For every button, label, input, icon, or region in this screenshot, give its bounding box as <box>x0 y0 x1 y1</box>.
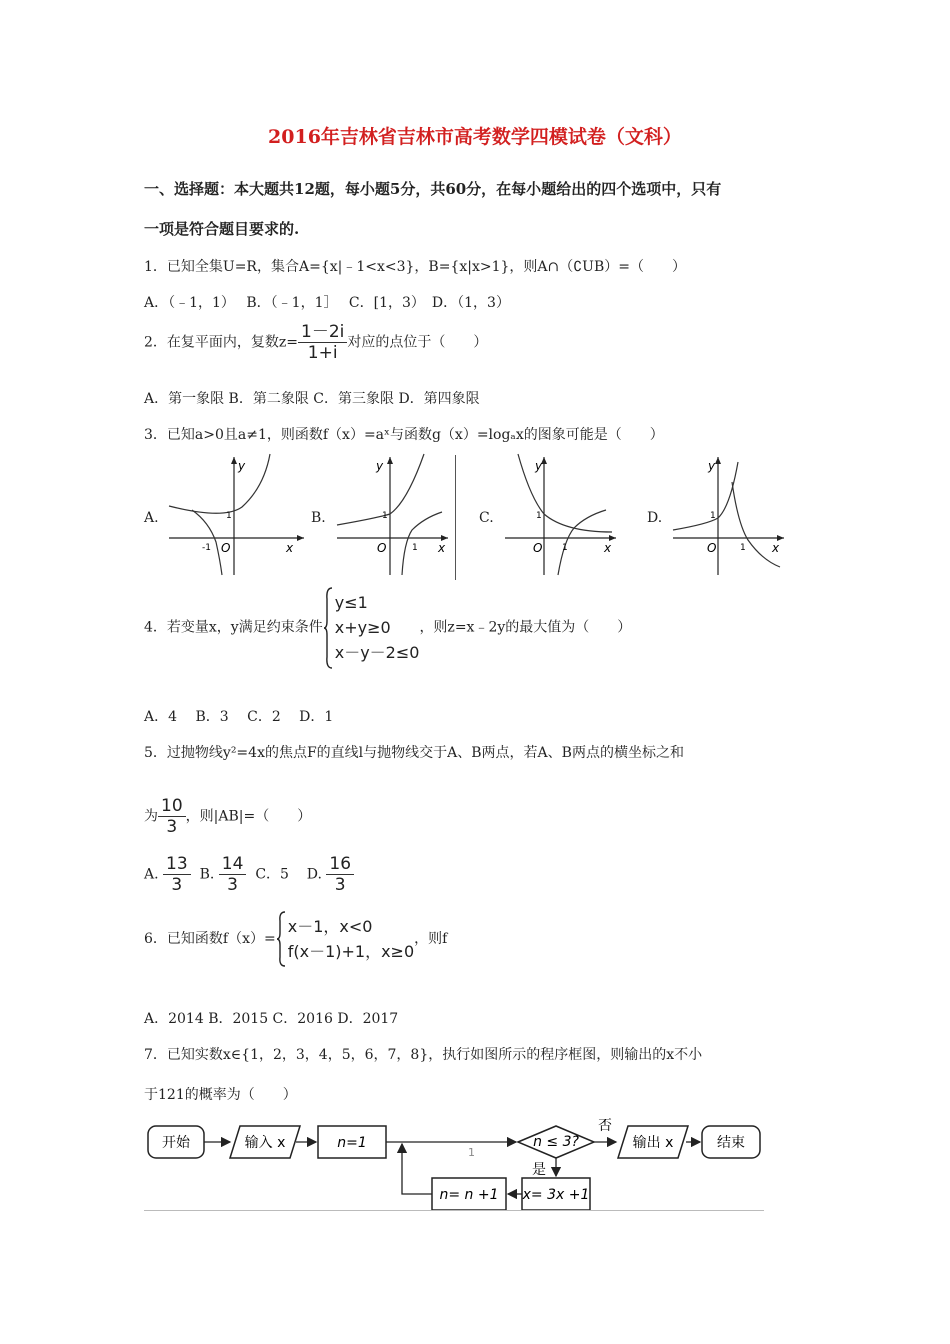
q5-opt-a-fraction <box>163 854 191 895</box>
section-heading-line1: 一、选择题：本大题共12题，每小题5分，共60分，在每小题给出的四个选项中，只有 <box>144 180 722 198</box>
q5-opt-d: D. <box>306 866 322 883</box>
q5-opt-b-fraction <box>219 854 247 895</box>
graph-b-x: x <box>438 541 446 555</box>
q5-options <box>144 854 354 895</box>
q6-case-2: f(x－1)+1，x≥0 <box>287 942 415 961</box>
q4-stem <box>144 590 631 665</box>
q7-stem-2: 于121的概率为（ ） <box>144 1087 297 1103</box>
q2-pre: 2．在复平面内，复数z= <box>144 334 299 351</box>
graph-c-tick-1x: 1 <box>562 543 568 553</box>
q3-label-d: D. <box>647 510 663 526</box>
q3-graph-b <box>332 452 452 580</box>
q4-post: ，则z=x﹣2y的最大值为（ ） <box>419 619 632 636</box>
flow-cond: n ≤ 3? <box>533 1134 579 1150</box>
graph-a-tick-neg1: -1 <box>202 543 211 553</box>
q4-pre: 4．若变量x，y满足约束条件 <box>144 619 323 636</box>
q5-post: ，则|AB|=（ ） <box>185 808 312 825</box>
q3-label-a: A. <box>144 510 159 526</box>
flow-input: 输入 x <box>244 1135 286 1151</box>
graph-b-origin: O <box>377 541 387 555</box>
q2-numerator: 1－2i <box>298 322 347 343</box>
flow-no: 否 <box>598 1118 612 1134</box>
graph-a-y: y <box>238 459 246 473</box>
graph-d-x: x <box>772 541 780 555</box>
graph-d-y: y <box>708 459 716 473</box>
q3-graph-c <box>500 452 620 580</box>
q4-brace-icon <box>323 587 333 669</box>
flow-update-x: x= 3x +1 <box>522 1187 590 1203</box>
q2-denominator: 1+i <box>307 343 338 363</box>
flow-stray-mark: 1 <box>468 1146 475 1159</box>
q7-flowchart <box>140 1112 770 1222</box>
q5-opt-a: A. <box>144 866 159 883</box>
q5-opt-b-den: 3 <box>227 875 238 895</box>
flow-update-n: n= n +1 <box>439 1187 499 1203</box>
graph-b-y: y <box>376 459 384 473</box>
q5-opt-c: C．5 <box>255 866 289 883</box>
q2-stem <box>144 322 487 363</box>
q4-constraint-1: y≤1 <box>334 593 368 612</box>
q3-label-c: C. <box>479 510 494 526</box>
q5-denominator: 3 <box>166 817 178 837</box>
graph-a-x: x <box>286 541 294 555</box>
q5-opt-d-num: 16 <box>326 854 354 875</box>
q5-opt-b-num: 14 <box>219 854 247 875</box>
q7-stem-1: 7．已知实数x∈{1，2，3，4，5，6，7，8}，执行如图所示的程序框图，则输出的x不小 <box>144 1047 703 1063</box>
graph-c-origin: O <box>533 541 543 555</box>
q2-fraction <box>298 322 347 363</box>
q5-stem: 5．过抛物线y²=4x的焦点F的直线l与抛物线交于A、B两点，若A、B两点的横坐标之和 <box>144 745 684 761</box>
flow-start: 开始 <box>162 1135 190 1151</box>
q3-graph-d <box>668 452 788 580</box>
q2-options: A．第一象限 B．第二象限 C．第三象限 D．第四象限 <box>144 391 480 407</box>
footer-rule <box>144 1210 764 1211</box>
q6-pre: 6．已知函数f（x）= <box>144 931 276 947</box>
q5-stem-2 <box>144 796 311 837</box>
q5-opt-a-den: 3 <box>171 875 183 895</box>
q5-opt-b: B. <box>199 866 215 883</box>
flow-init: n=1 <box>337 1135 367 1151</box>
q3-stem: 3．已知a>0且a≠1，则函数f（x）=aˣ与函数g（x）=logₐx的图象可能是（ ） <box>144 427 664 443</box>
q1-options: A．（﹣1，1） B．（﹣1，1］ C．[1，3） D．（1，3） <box>144 295 510 311</box>
q3-label-b: B. <box>311 510 326 526</box>
q5-pre: 为 <box>144 808 158 825</box>
graph-b-tick-1x: 1 <box>412 543 418 553</box>
q5-opt-d-fraction <box>326 854 354 895</box>
graph-divider <box>455 455 456 580</box>
q6-stem <box>144 914 447 964</box>
graph-b-tick-1: 1 <box>382 511 388 521</box>
page-title: 2016年吉林省吉林市高考数学四模试卷（文科） <box>268 126 682 148</box>
q6-brace-icon <box>276 911 286 967</box>
q6-post: ，则f <box>414 931 448 947</box>
q3-graph-a <box>164 452 314 580</box>
q4-constraints <box>323 590 420 665</box>
graph-a-tick-1: 1 <box>226 511 232 521</box>
q4-constraint-3: x－y－2≤0 <box>334 643 420 662</box>
q6-case-1: x－1，x<0 <box>287 917 373 936</box>
flow-output: 输出 x <box>632 1135 674 1151</box>
q5-numerator: 10 <box>158 796 186 817</box>
q6-piecewise <box>276 914 414 964</box>
q1-stem: 1．已知全集U=R，集合A={x|﹣1<x<3}，B={x|x>1}，则A∩（∁UB）=（ ） <box>144 259 686 275</box>
graph-c-y: y <box>535 459 543 473</box>
flow-end: 结束 <box>717 1135 745 1151</box>
q5-opt-a-num: 13 <box>163 854 191 875</box>
q2-post: 对应的点位于（ ） <box>347 334 488 351</box>
q5-opt-d-den: 3 <box>334 875 346 895</box>
q4-options: A．4 B．3 C．2 D．1 <box>144 709 334 725</box>
section-heading-line2: 一项是符合题目要求的. <box>144 220 300 238</box>
q4-constraint-2: x+y≥0 <box>334 618 391 637</box>
graph-d-origin: O <box>707 541 717 555</box>
graph-d-tick-1: 1 <box>710 511 716 521</box>
graph-a-origin: O <box>221 541 231 555</box>
q5-fraction <box>158 796 186 837</box>
q6-options: A．2014 B．2015 C．2016 D．2017 <box>144 1011 399 1027</box>
graph-c-x: x <box>604 541 612 555</box>
flow-yes: 是 <box>532 1162 546 1178</box>
graph-c-tick-1: 1 <box>536 511 542 521</box>
graph-d-tick-1x: 1 <box>740 543 746 553</box>
